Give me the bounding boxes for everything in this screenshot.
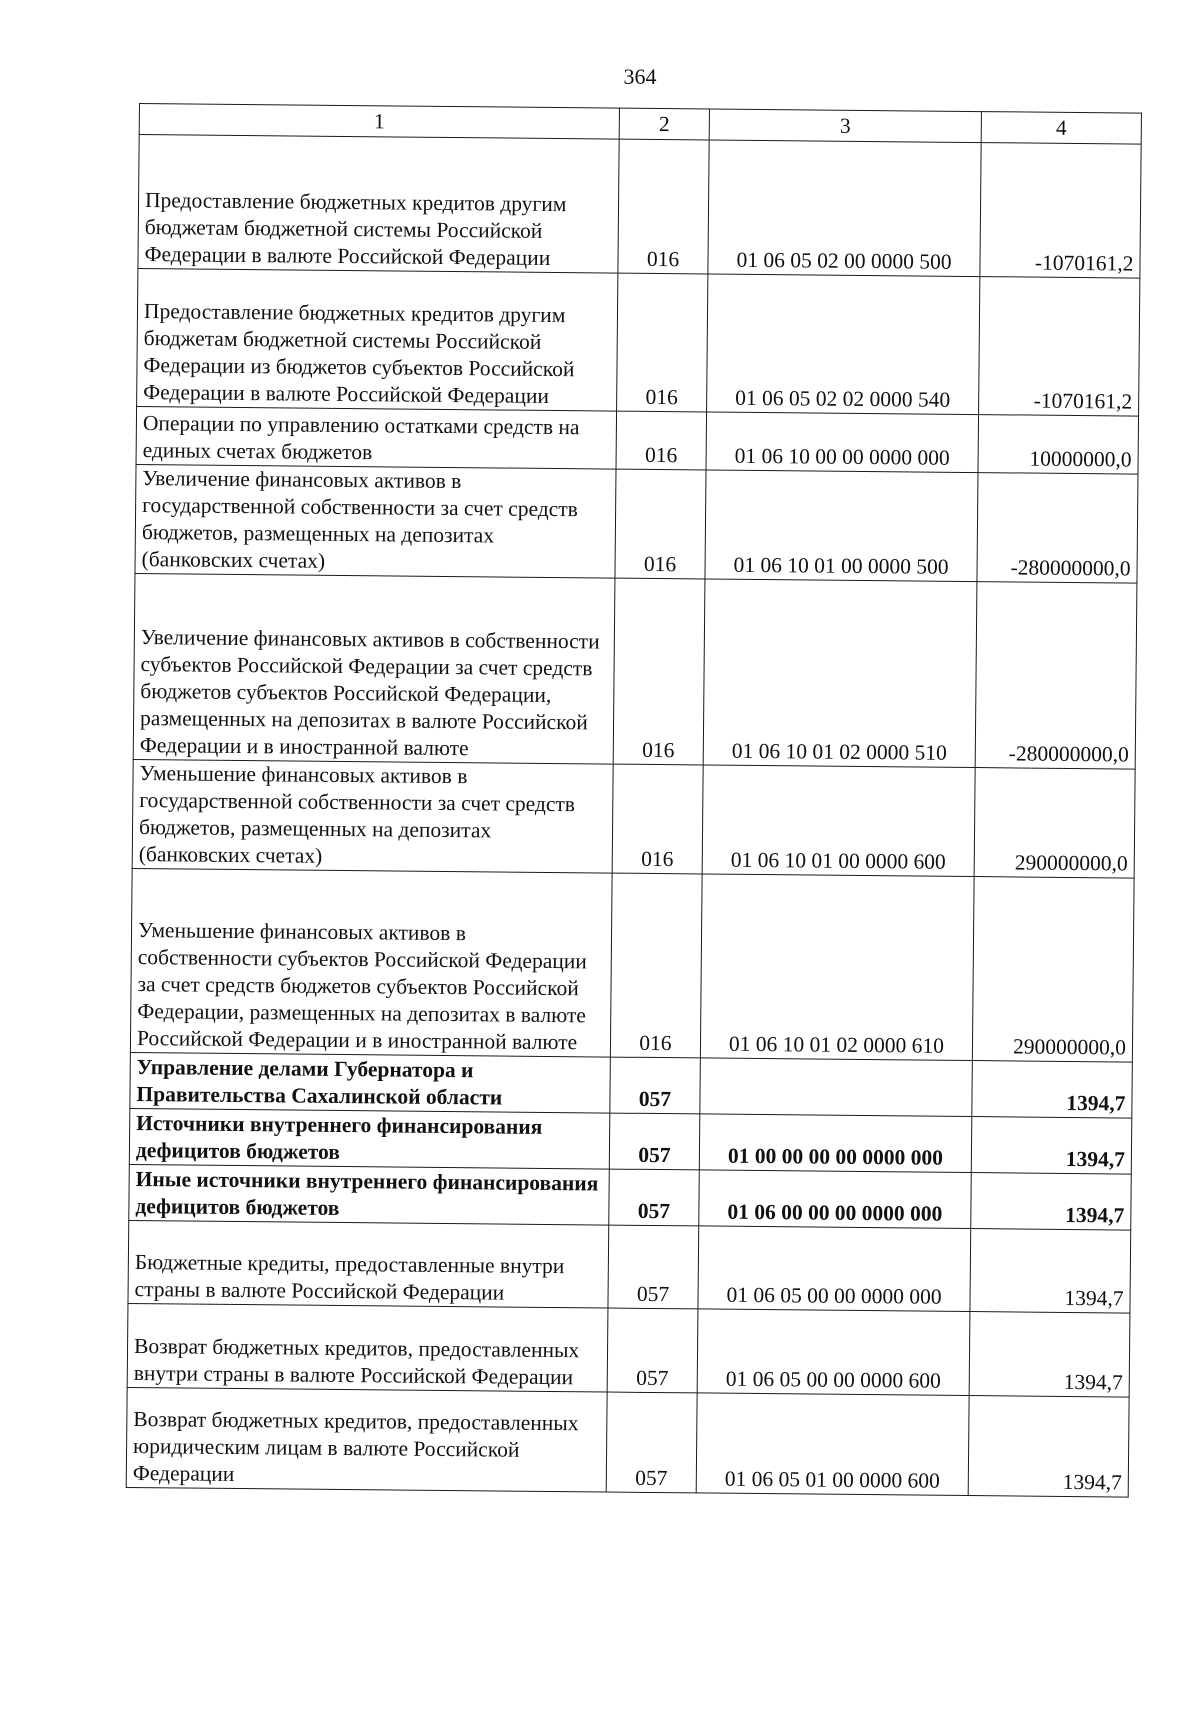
row-description: Предоставление бюджетных кредитов другим бюджетам бюджетной системы Российской Федерации в валюте Российской Федерации <box>138 135 619 274</box>
row-admin-code: 057 <box>609 1169 700 1226</box>
row-amount: 1394,7 <box>968 1396 1129 1498</box>
table-row <box>135 464 1138 583</box>
row-description: Уменьшение финансовых активов в государственной собственности за счет средств бюджетов, размещенных на депозитах (банковских счетах) <box>132 759 613 873</box>
row-amount: 1394,7 <box>972 1061 1133 1119</box>
row-amount: 10000000,0 <box>978 415 1139 475</box>
table-row <box>129 1108 1131 1174</box>
row-admin-code: 057 <box>609 1113 700 1170</box>
table-row <box>127 1303 1130 1397</box>
row-amount: 1394,7 <box>971 1173 1132 1231</box>
row-admin-code: 016 <box>612 764 703 874</box>
row-classification-code <box>700 1058 973 1117</box>
column-header-4: 4 <box>981 112 1141 145</box>
row-description: Возврат бюджетных кредитов, предоставленных внутри страны в валюте Российской Федерации <box>127 1303 608 1392</box>
column-header-3: 3 <box>709 109 981 143</box>
row-classification-code: 01 06 10 01 02 0000 610 <box>700 874 974 1061</box>
row-admin-code: 057 <box>606 1392 697 1493</box>
row-amount: -1070161,2 <box>980 143 1141 279</box>
row-classification-code: 01 06 05 02 02 0000 540 <box>707 274 980 415</box>
row-amount: -280000000,0 <box>977 473 1138 584</box>
row-admin-code: 057 <box>610 1057 701 1114</box>
row-admin-code: 057 <box>608 1225 699 1309</box>
row-description: Источники внутреннего финансирования дефицитов бюджетов <box>129 1108 610 1169</box>
page-number: 364 <box>623 64 657 89</box>
row-classification-code: 01 06 10 00 00 0000 000 <box>706 412 979 473</box>
row-classification-code: 01 06 05 02 00 0000 500 <box>708 140 981 277</box>
row-classification-code: 01 06 05 01 00 0000 600 <box>696 1393 969 1496</box>
row-amount: -280000000,0 <box>975 582 1137 770</box>
column-header-1: 1 <box>139 104 619 140</box>
row-amount: 290000000,0 <box>972 877 1134 1063</box>
row-amount: -1070161,2 <box>979 277 1140 417</box>
row-amount: 290000000,0 <box>974 768 1135 879</box>
row-description: Управление делами Губернатора и Правительства Сахалинской области <box>130 1052 611 1113</box>
row-description: Возврат бюджетных кредитов, предоставленных юридическим лицам в валюте Российской Федерации <box>126 1387 607 1492</box>
row-classification-code: 01 06 00 00 00 0000 000 <box>699 1170 972 1229</box>
table-row <box>126 1387 1129 1497</box>
row-admin-code: 016 <box>613 578 705 765</box>
row-description: Операции по управлению остатками средств на единых счетах бюджетов <box>136 406 617 469</box>
row-description: Бюджетные кредиты, предоставленные внутри страны в валюте Российской Федерации <box>128 1220 609 1308</box>
row-classification-code: 01 06 10 01 00 0000 500 <box>705 470 978 582</box>
row-description: Иные источники внутреннего финансирования дефицитов бюджетов <box>129 1164 610 1225</box>
table-row <box>129 1164 1131 1230</box>
column-header-2: 2 <box>619 108 709 140</box>
row-amount: 1394,7 <box>970 1229 1131 1314</box>
table-row <box>130 1052 1132 1118</box>
row-admin-code: 016 <box>617 273 708 412</box>
table-row <box>130 868 1134 1062</box>
row-description: Увеличение финансовых активов в государственной собственности за счет средств бюджетов, размещенных на депозитах (банковских счетах) <box>135 464 616 578</box>
table-row <box>136 406 1139 474</box>
row-description: Увеличение финансовых активов в собственности субъектов Российской Федерации за счет средств бюджетов субъектов Российской Федерации, размещенных на депозитах в валюте Российской Федерации и в иностранной валюте <box>133 573 615 764</box>
row-classification-code: 01 00 00 00 00 0000 000 <box>699 1114 972 1173</box>
row-admin-code: 057 <box>607 1308 698 1393</box>
table-row <box>133 573 1137 769</box>
row-admin-code: 016 <box>618 139 709 274</box>
row-description: Уменьшение финансовых активов в собственности субъектов Российской Федерации за счет средств бюджетов субъектов Российской Федерации, размещенных на депозитах в валюте Российской Федерации и в иностранной валюте <box>130 868 612 1057</box>
budget-sources-table <box>126 103 1142 1498</box>
table-row <box>137 268 1140 416</box>
row-amount: 1394,7 <box>971 1117 1132 1175</box>
table-row <box>128 1220 1131 1313</box>
row-amount: 1394,7 <box>969 1312 1130 1398</box>
table-row <box>132 759 1135 878</box>
row-classification-code: 01 06 05 00 00 0000 000 <box>698 1226 971 1312</box>
row-classification-code: 01 06 05 00 00 0000 600 <box>697 1309 970 1396</box>
row-description: Предоставление бюджетных кредитов другим бюджетам бюджетной системы Российской Федерации из бюджетов субъектов Российской Федерации в валюте Российской Федерации <box>137 268 618 411</box>
row-admin-code: 016 <box>616 411 707 470</box>
row-admin-code: 016 <box>610 873 702 1058</box>
table-row <box>138 135 1141 279</box>
row-admin-code: 016 <box>615 469 706 579</box>
row-classification-code: 01 06 10 01 02 0000 510 <box>703 579 977 768</box>
row-classification-code: 01 06 10 01 00 0000 600 <box>702 765 975 877</box>
